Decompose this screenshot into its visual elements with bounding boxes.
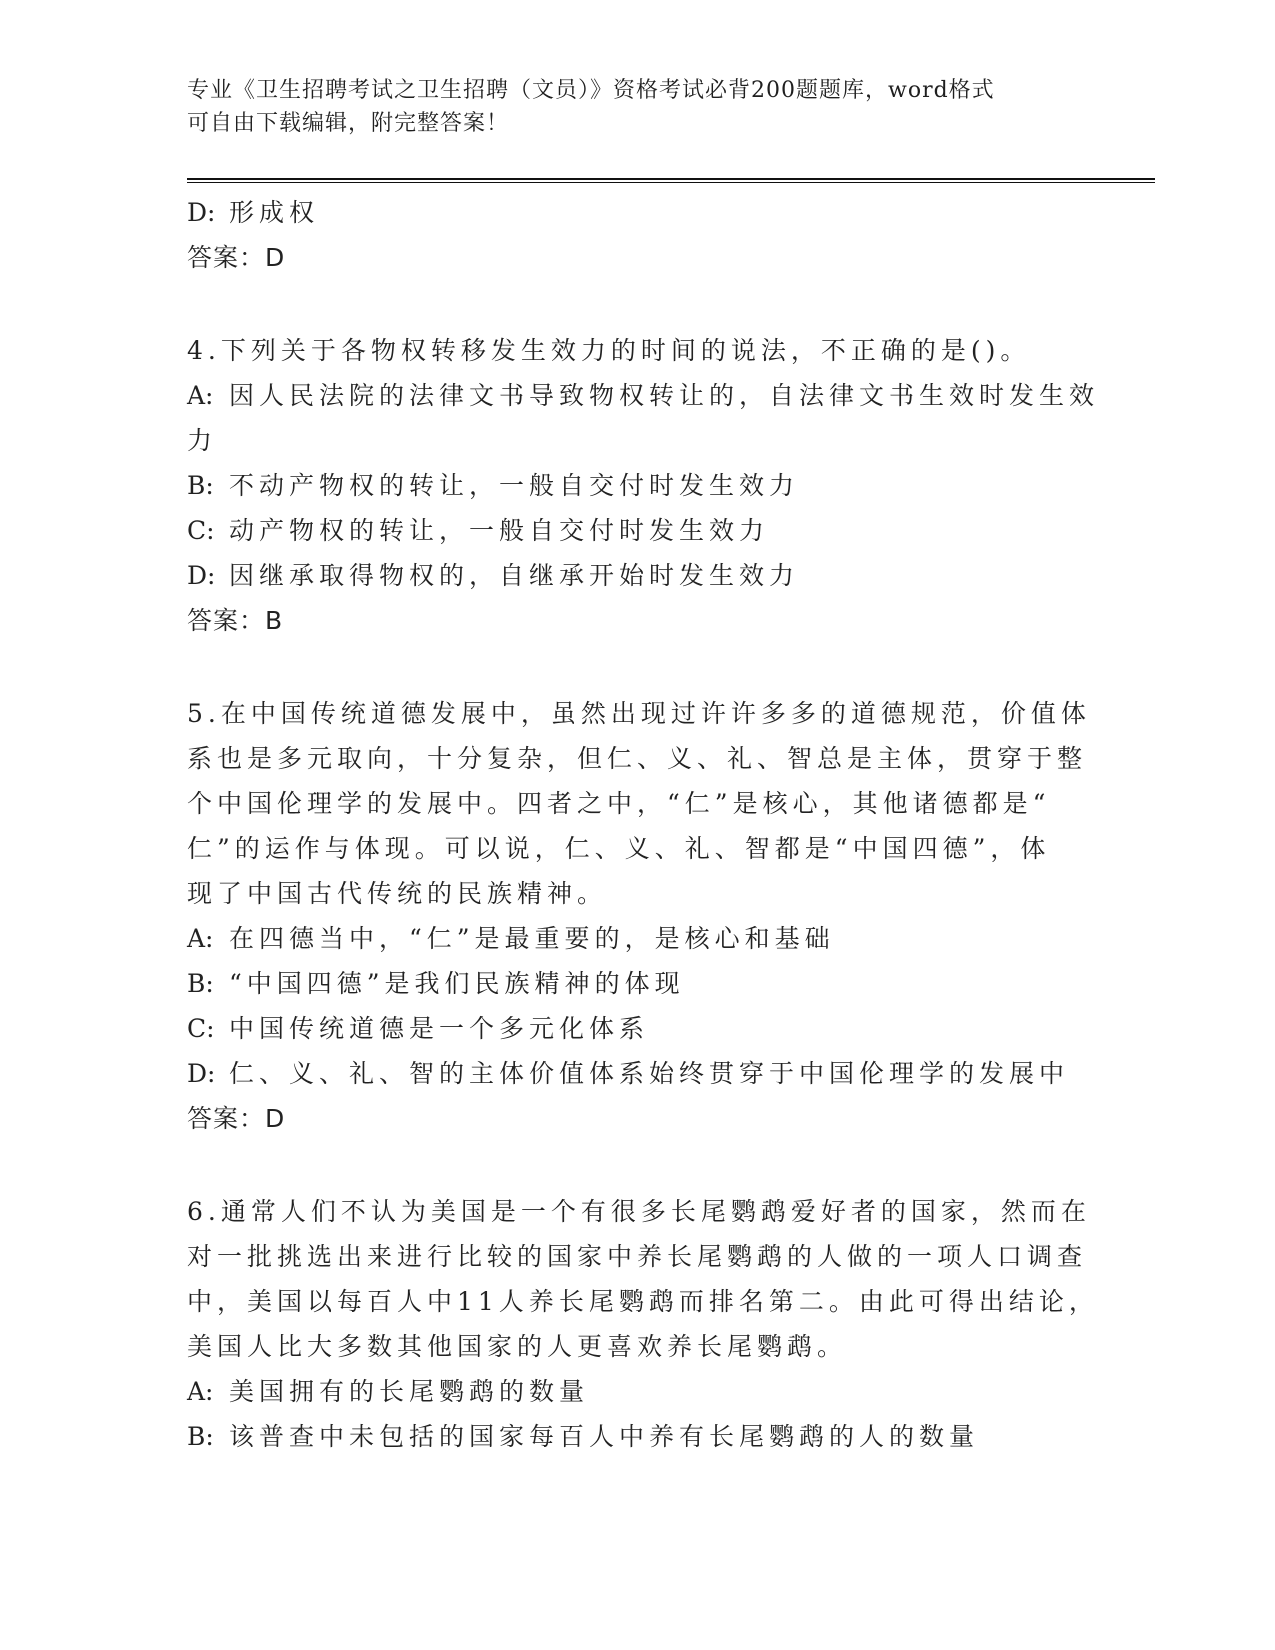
option-a-continued: 力 [187, 426, 218, 455]
question-stem-line: 6.通常人们不认为美国是一个有很多长尾鹦鹉爱好者的国家，然而在 [187, 1197, 1091, 1226]
option-d [187, 1051, 1087, 1096]
document-header [187, 74, 1087, 140]
option-d [187, 190, 1087, 235]
option-label: A: [187, 381, 214, 410]
question-stem-line: 5.在中国传统道德发展中，虽然出现过许许多多的道德规范，价值体 [187, 699, 1091, 728]
question-stem-line: 对一批挑选出来进行比较的国家中养长尾鹦鹉的人做的一项人口调查 [187, 1242, 1088, 1271]
answer-line: 答案：D [187, 1104, 286, 1133]
option-b [187, 463, 1087, 508]
question-stem-line: 中，美国以每百人中11人养长尾鹦鹉而排名第二。由此可得出结论， [187, 1287, 1099, 1316]
option-label: C: [187, 516, 215, 545]
option-text: 美国拥有的长尾鹦鹉的数量 [229, 1377, 590, 1406]
question-stem: 4.下列关于各物权转移发生效力的时间的说法，不正确的是()。 [187, 336, 1031, 365]
option-label: B: [187, 471, 214, 500]
option-c [187, 508, 1087, 553]
question-stem-line: 系也是多元取向，十分复杂，但仁、义、礼、智总是主体，贯穿于整 [187, 744, 1088, 773]
header-rule-thick [187, 178, 1155, 180]
option-a [187, 373, 1100, 418]
option-text: 形成权 [229, 198, 320, 227]
option-text: 因继承取得物权的，自继承开始时发生效力 [229, 561, 800, 590]
option-text: 不动产物权的转让，一般自交付时发生效力 [229, 471, 800, 500]
question-stem-line: 美国人比大多数其他国家的人更喜欢养长尾鹦鹉。 [187, 1332, 848, 1361]
option-label: D: [187, 561, 216, 590]
option-label: A: [187, 924, 214, 953]
option-text: 因人民法院的法律文书导致物权转让的，自法律文书生效时发生效 [229, 381, 1100, 410]
option-text: 仁、义、礼、智的主体价值体系始终贯穿于中国伦理学的发展中 [229, 1059, 1070, 1088]
option-b [187, 961, 1087, 1006]
question-5 [187, 691, 1091, 1141]
document-body [187, 190, 1100, 1459]
question-stem-line: 仁”的运作与体现。可以说，仁、义、礼、智都是“中国四德”，体 [187, 834, 1051, 863]
option-text: 该普查中未包括的国家每百人中养有长尾鹦鹉的人的数量 [229, 1422, 980, 1451]
answer-line: 答案：D [187, 243, 286, 272]
question-stem-line: 个中国伦理学的发展中。四者之中，“仁”是核心，其他诸德都是“ [187, 789, 1051, 818]
header-rule-thin [187, 182, 1155, 183]
option-text: “中国四德”是我们民族精神的体现 [229, 969, 685, 998]
question-6 [187, 1189, 1099, 1459]
option-b [187, 1414, 1087, 1459]
option-text: 动产物权的转让，一般自交付时发生效力 [229, 516, 770, 545]
answer-line: 答案：B [187, 606, 284, 635]
option-a [187, 1369, 1087, 1414]
option-c [187, 1006, 1087, 1051]
option-label: A: [187, 1377, 214, 1406]
option-label: B: [187, 1422, 214, 1451]
option-d [187, 553, 1087, 598]
option-a [187, 916, 1087, 961]
header-line-1: 专业《卫生招聘考试之卫生招聘（文员）》资格考试必背200题题库，word格式 [187, 78, 995, 103]
option-label: D: [187, 1059, 216, 1088]
option-label: B: [187, 969, 214, 998]
option-text: 中国传统道德是一个多元化体系 [229, 1014, 650, 1043]
question-4 [187, 328, 1100, 643]
option-label: C: [187, 1014, 215, 1043]
option-text: 在四德当中，“仁”是最重要的，是核心和基础 [229, 924, 835, 953]
question-3 [187, 190, 1087, 280]
question-stem-line: 现了中国古代传统的民族精神。 [187, 879, 608, 908]
header-line-2: 可自由下载编辑，附完整答案！ [187, 111, 510, 136]
option-label: D: [187, 198, 216, 227]
